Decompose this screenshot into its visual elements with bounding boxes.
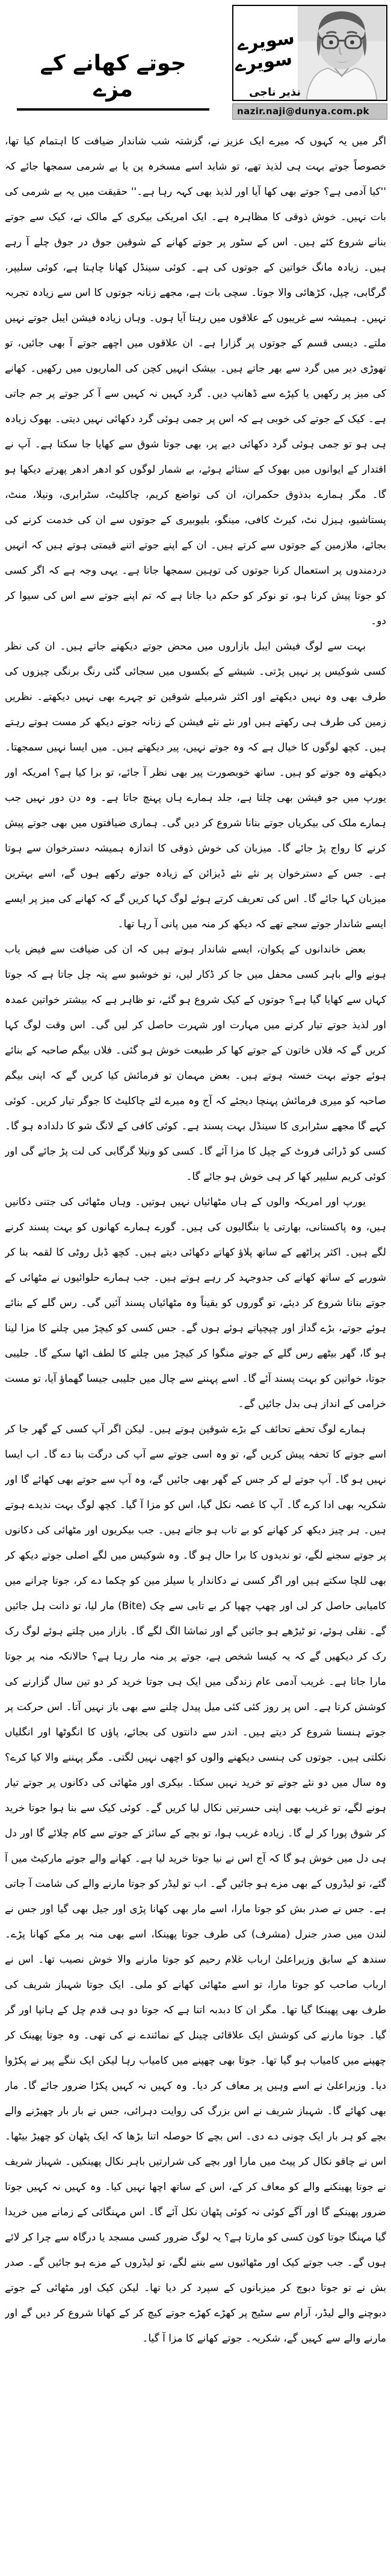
article-paragraph: ہمارے لوگ تحفے تحائف کے بڑے شوقین ہوتے ہیں۔ لیکن اگر آپ کسی کے گھر جا کر اسے جوتے کا تحفہ پیش کریں گے، تو وہ اسی جوتے سے آپ کی درگت بنا دے گا۔ اب ایسا نہیں ہو گا۔ آپ جوتے لے کر جس کے گھر بھی جائیں گے، وہ آپ سے جوتے بھی کھائے گا اور شکریہ بھی ادا کرے گا۔ آپ کا غصہ نکل گیا، اس کو مزا آ گیا۔ کچھ لوگ بہت ندیدے ہوتے ہیں۔ ہر چیز دیکھ کر کھانے کو بے تاب ہو جاتے ہیں۔ جب بیکریوں اور مٹھائی کی دکانوں پر جوتے سجنے لگے، تو ندیدوں کا برا حال ہو گا۔ وہ شوکیس میں لگے اصلی جوتے دیکھ کر بھی للچا سکتے ہیں اور اگر کسی نے دکاندار یا سیلز مین کو چکما دے کر، جوتا چرانے میں کامیابی حاصل کر لی اور چھپ چھپا کر بے تابی سے چک (Bite) مار لیا، تو دانت ہل جائیں گے۔ نقلی ہوئے، تو ٹیڑھے ہو جائیں گے اور تماشا الگ لگے گا۔ بازار میں چلتے ہوئے لوگ رک رک کر دیکھیں گے کہ یہ کیسا شخص ہے، جوتے پر منہ مار رہا ہے؟ حالانکہ منہ پر جوتا مارا جاتا ہے۔ غریب آدمی عام زندگی میں ایک ہی جوتا خرید کر دو تین سال گزارنے کی کوشش کرتا ہے۔ اس پر روز کئی کئی میل پیدل چلنے سے بھی باز نہیں آتا۔ اس حرکت پر جوتے ہنسنا شروع کر دیتے ہیں۔ اندر سے دانتوں کی بجائے، پاؤں کا انگوٹھا اور انگلیاں نکلتی ہیں۔ جوتوں کی ہنسی دیکھنے والوں کو اچھی نہیں لگتی۔ مگر پہننے والا کیا کرے؟ وہ سال میں دو نئے جوتے تو خرید نہیں سکتا۔ بیکری اور مٹھائی کی دکانوں پر جوتے تیار ہونے لگے، تو غریب بھی اپنی حسرتیں نکال لیا کریں گے۔ کوئی کیک سے بنا ہوا جوتا خرید کر شوق پورا کر لے گا۔ زیادہ غریب ہوا، تو بچے کے سائز کے جوتے سے کام چلائے گا اور دل ہی دل میں خوش ہو گا کہ آج اس نے نیا جوتا خرید لیا ہے۔ کھانے والے جوتے مارکیٹ میں آ گئے، تو لیڈروں کے بھی مزے ہو جائیں گے۔ اب تو لیڈر کو جوتا مارنے والے کی شامت آ جاتی ہے۔ جس نے صدر بش کو جوتا مارا، اسے مار بھی کھانا پڑی اور جیل بھی گیا اور جس نے لندن میں صدر جنرل (مشرف) کی طرف جوتا پھینکا، اسے بھی منہ پر مکے کھانا پڑے۔ سندھ کے سابق وزیراعلیٰ ارباب غلام رحیم کو جوتا مارنے والا خوش نصیب تھا۔ اس نے ارباب صاحب کو جوتا مارا، تو اسے مٹھائی کھانے کو ملی۔ ایک جوتا شہباز شریف کی طرف بھی پھینکا گیا تھا۔ مگر ان کا دبدبہ اتنا ہے کہ جوتا دو ہی قدم چل کے ہانپا اور گر گیا۔ جوتا مارنے کی کوشش ایک علاقائی چینل کے نمائندے نے کی تھی۔ وہ جوتا پھینک کر چھپنے میں کامیاب ہو گیا تھا۔ جوتا بھی چھپنے میں کامیاب رہا لیکن ایک ننگے پیر نے پکڑوا دیا۔ وزیراعلیٰ نے اسے وہیں پر معاف کر دیا۔ وہ کہیں نہ کہیں پکڑا ضرور جائے گا۔ مار بھی کھائے گا۔ شہباز شریف نے اس بزرگ کی روایت دہرائی، جس نے بار بار چھیڑنے والے بچے کو ہر بار ایک چونی دے دی۔ اس بچے کا حوصلہ اتنا بڑھا کہ ایک پٹھان کو چھیڑ بیٹھا۔ اس نے چاقو نکال کر پیٹ میں مارا اور بچے کی شرارتیں باہر نکال پھینکیں۔ شہباز شریف نے جوتا پھینکنے والے کو معاف کر کے، اس کے ساتھ اچھا نہیں کیا۔ وہ کہیں نہ کہیں جوتا ضرور پھینکے گا اور آگے کوئی نہ کوئی پٹھان نکل آئے گا۔ اس مہنگائی کے زمانے میں خریدا گیا مہنگا جوتا کون کسی کو مارتا ہے؟ یہ لوگ ضرور کسی مسجد یا درگاہ سے چرا کر لائے ہوں گے۔ جب جوتے کیک اور مٹھائیوں سے بننے لگے، تو لیڈروں کے مزے ہو جائیں گے۔ صدر بش نے تو جوتا دبوچ کر میزبانوں کے سپرد کر دیا تھا۔ لیکن کیک اور مٹھائی کے جوتے دبوچنے والے لیڈر، آرام سے سٹیج پر کھڑے کھڑے جوتے کیچ کر کے کھانا شروع کر دیں گے اور مارنے والے سے کہیں گے، شکریہ۔ جوتے کھانے کا مزا آ گیا۔ bbox=[5, 1423, 386, 2344]
title-area bbox=[17, 51, 209, 111]
article-paragraph: یورپ اور امریکہ والوں کے ہاں مٹھائیاں نہیں ہوتیں۔ وہاں مٹھائی کی جتنی دکانیں ہیں، وہ پاکستانی، بھارتی یا بنگالیوں کی ہیں۔ گورے ہمارے کھانوں کو بہت پسند کرنے لگے ہیں۔ اکثر پراٹھے کے ساتھ پلاؤ کھاتے دکھائی دیتے ہیں۔ کچھ ڈبل روٹی کا لقمہ بنا کر شوربے کے ساتھ کھانے کی جدوجہد کر رہے ہوتے ہیں۔ جب ہمارے حلوائیوں نے مٹھائی کے جوتے بنانا شروع کر دیئے، تو گوروں کو یقیناً وہ مٹھائیاں پسند آئیں گی۔ رس گلے کے بنائے ہوئے جوتے، بڑے گداز اور چپچپاتے ہوئے ہوں گے۔ جس کسی کو کیچڑ میں چلنے کا مزا لینا ہو گا، گھر بیٹھے رس گلے کے جوتے منگوا کر کیچڑ میں چلنے کا لطف اٹھا سکے گا۔ جلیبی جوتا، خواتین کو بہت پسند آئے گا۔ اسے پہننے سے چال میں جلیبی جیسا گھماؤ آیا، تو مست خرامی کے انداز ہی بدل جائیں گے۔ bbox=[5, 1196, 386, 1410]
article-paragraph: اگر میں یہ کہوں کہ میرے ایک عزیز نے، گزشتہ شب شاندار ضیافت کا اہتمام کیا تھا، خصوصاً جوتے بہت ہی لذیذ تھے، تو شاید اسے مسخرہ پن یا بے شرمی سمجھا جائے کہ ''کیا آدمی ہے؟ جوتے بھی کھا آیا اور لذیذ بھی کہہ رہا ہے۔'' حقیقت میں یہ بے شرمی کی بات نہیں۔ خوش ذوقی کا مظاہرہ ہے۔ ایک امریکی بیکری کے مالک نے، کیک سے جوتے بنانے شروع کئے ہیں۔ اس کے سٹور پر جوتے کھانے کے شوقین جوق در جوق چلے آ رہے ہیں۔ زیادہ مانگ خواتین کے جوتوں کی ہے۔ کوئی سینڈل کھانا چاہتا ہے، کوئی سلیپر، گرگابی، چپل، کڑھائی والا جوتا۔ سچی بات ہے، مجھے زنانہ جوتوں کا اس سے زیادہ تجربہ نہیں۔ ہمیشہ سے غریبوں کے علاقوں میں رہتا آیا ہوں۔ وہاں زیادہ فیشن ایبل جوتے نہیں ملتے۔ دیسی قسم کے جوتوں پر گزارا ہے۔ ان علاقوں میں اچھے جوتے آ بھی جائیں، تو تھوڑی دیر میں گرد سے بھر جاتے ہیں۔ بیشک انہیں کچن کی الماریوں میں رکھیں۔ کھانے کی میز پر رکھیں یا کپڑے سے ڈھانپ دیں۔ گرد کہیں نہ کہیں سے آ کر جوتے پر جم جاتی ہے۔ کیک کے جوتے کی خوبی ہے کہ اس پر جمی ہوئی گرد دکھائی نہیں دیتی۔ بھوک زیادہ ہی ہو تو جمی ہوئی گرد دکھائی دیے پر، بھی جوتا شوق سے کھایا جا سکتا ہے۔ آپ نے اقتدار کے ایوانوں میں بھوک کے ستائے ہوئے، بے شمار لوگوں کو ادھر ادھر پھرتے دیکھا ہو گا۔ مگر ہمارے بدذوق حکمران، ان کی تواضع کریم، چاکلیٹ، سٹرابری، ونیلا، منٹ، پستاشیو، ہیزل نٹ، کیرٹ کافی، مینگو، بلیوبیری کے جوتوں سے ان کی خدمت کرنے کی بجائے، ملازمین کے جوتوں سے کرتے ہیں۔ ان کے اپنے جوتے اتنے قیمتی ہوتے ہیں کہ انہیں دردمندوں پر استعمال کرنا جوتوں کی توہین سمجھا جاتا ہے۔ یہی وجہ ہے کہ اگر کسی کو جوتا پیش کرنا ہو، تو نوکر کو حکم دیا جاتا ہے کہ تم اپنے جوتے سے اس کی سیوا کر دو۔ bbox=[5, 135, 386, 627]
column-title-calligraphy bbox=[232, 28, 301, 76]
author-name: نذیر ناجی bbox=[248, 86, 301, 99]
article-paragraph: بعض خاندانوں کے پکوان، ایسے شاندار ہوتے ہیں کہ ان کی ضیافت سے فیض یاب ہونے والے باہر کسی محفل میں جا کر ڈکار لیں، تو خوشبو سے پتہ چل جاتا ہے کہ جوتا کہاں سے کھایا گیا ہے؟ جوتوں کے کیک شروع ہو گئے، تو ظاہر ہے کہ بیشتر خواتین عمدہ اور لذیذ جوتے تیار کرنے میں مہارت اور شہرت حاصل کر لیں گی۔ اس وقت لوگ کہا کریں گے کہ فلاں خاتون کے جوتے کھا کر طبیعت خوش ہو گئی۔ فلاں بیگم صاحبہ کے بنائے ہوئے جوتے بہت خستہ ہوتے ہیں۔ بعض مہمان تو فرمائش کیا کریں گے کہ اپنی بیگم صاحبہ کو میری فرمائش پہنچا دیجئے کہ آج وہ میرے لئے چاکلیٹ کا جوگر تیار کریں۔ کوئی کہے گا مجھے سٹرابری کا سینڈل بہت پسند ہے۔ کوئی کافی کے لانگ شو کا دلدادہ ہو گا۔ کسی کو ڈرائی فروٹ کے چپل کا مزا آئے گا۔ کسی کو ونیلا گرگابی کی لت پڑ جائے گی اور کوئی کریم سلیپر کھا کر ہی خوش ہو جائے گا۔ bbox=[5, 943, 386, 1183]
author-email: nazir.naji@dunya.com.pk bbox=[237, 106, 369, 117]
column-title-word-2: سویرے bbox=[233, 48, 294, 76]
masthead-box bbox=[232, 5, 387, 101]
email-bar bbox=[232, 103, 387, 120]
author-photo bbox=[297, 6, 386, 100]
article-title: جوتے کھانے کے مزے bbox=[17, 51, 209, 111]
column-title-word-1: سویرے bbox=[236, 27, 296, 55]
article-body bbox=[5, 129, 386, 2571]
article-paragraph: بہت سے لوگ فیشن ایبل بازاروں میں محض جوتے دیکھنے جاتے ہیں۔ ان کی نظر کسی شوکیس پر نہیں پڑتی۔ شیشے کے بکسوں میں سجائی گئی رنگ برنگی چیزوں کی طرف بھی وہ نہیں دیکھتے اور اکثر شرمیلے شوقین تو چہرے بھی نہیں دیکھتے۔ نظریں زمین کی طرف ہی رکھتے ہیں اور نئے نئے فیشن کے زنانہ جوتے دیکھ کر مست ہوتے رہتے ہیں۔ کچھ لوگوں کا خیال ہے کہ وہ جوتے نہیں، پیر دیکھتے ہیں۔ میں ایسا نہیں سمجھتا۔ دیکھتے وہ جوتے کو ہیں۔ ساتھ خوبصورت پیر بھی نظر آ جائے، تو برا کیا ہے؟ امریکہ اور یورپ میں جو فیشن بھی چلتا ہے، جلد ہمارے ہاں پہنچ جاتا ہے۔ وہ دن دور نہیں جب ہمارے ملک کی بیکریاں جوتے بنانا شروع کر دیں گی۔ ہماری ضیافتوں میں بھی جوتے پیش کرنے کا رواج پڑ جائے گا۔ میزبان کی خوش ذوقی کا اندازہ ہمیشہ دسترخوان سے ہوتا ہے۔ جس کے دسترخوان پر نئے نئے ڈیزائن کے زیادہ جوتے رکھے ہوں گے، اسے بہترین میزبان کہا جائے گا۔ اس کی تعریف کرتے ہوئے لوگ کہا کریں گے کہ کھانے کی میز پر ایسے ایسے شاندار جوتے سجے تھے کہ دیکھ کر منہ میں پانی آ رہا تھا۔ bbox=[5, 640, 386, 930]
